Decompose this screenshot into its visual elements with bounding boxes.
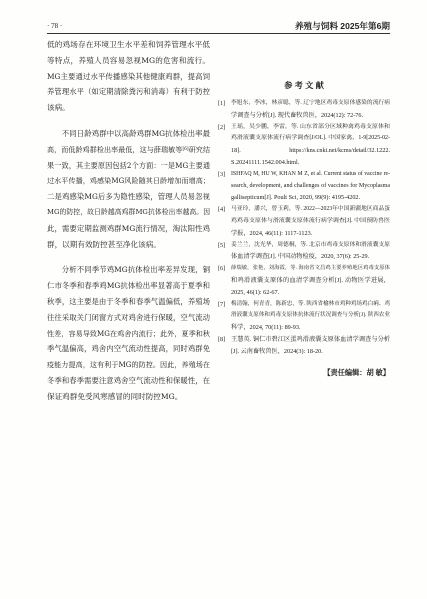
reference-label: [6] (218, 265, 226, 273)
reference-text (231, 204, 390, 239)
reference-label: [2] (218, 123, 226, 131)
reference-item (218, 334, 390, 358)
reference-item (218, 122, 390, 169)
body-line: 群，以期有效防控甚至净化该病。 (47, 239, 161, 249)
reference-line: 学报，2024, 46(11): 1117-1123. (231, 229, 313, 237)
body-line: 保证鸡群免受风寒感冒的同时防控MG。 (47, 391, 183, 401)
body-line: 秋季，这主要是由于冬季和春季气温偏低，养殖场 (47, 296, 210, 306)
reference-line: 滑液囊支原体和鸡毒支原体抗体流行状况调查与分析[J]. 陕西农业 (231, 312, 390, 319)
reference-line: gallisepticum[J]. Poult Sci, 2020, 99(9): 4195-4202. (231, 194, 361, 202)
reference-text (231, 299, 390, 334)
reference-line: 18]. https://kns.cnki.net/kcms/detail/32.1222. (231, 147, 390, 155)
body-paragraph (47, 126, 210, 252)
reference-line: 薛瑞敏，张艳，刘海霞，等. 海南省文昌鸡主要养殖地区鸡毒支原体 (231, 265, 390, 272)
reference-line: S.20241111.1542.004.html. (231, 158, 300, 166)
body-text: 研究结 (188, 144, 210, 154)
reference-line: 鸡鸡毒支原体与滑液囊支原体流行病学调查[J]. 中国预防兽医 (231, 217, 390, 224)
body-line: 养管理水平（如定期清除粪污和消毒）有利于防控 (47, 87, 210, 97)
body-line: 季气温偏高，鸡舍内空气流动性提高，同时鸡群免 (47, 344, 210, 354)
reference-item (218, 299, 390, 334)
citation-marker: [6] (182, 146, 189, 152)
references-heading: 参 考 文 献 (284, 81, 324, 90)
reference-line: 科学，2024, 70(11): 89-93. (231, 324, 301, 332)
body-line: MG主要通过水平传播感染其他健康鸡群，提高饲 (47, 71, 210, 81)
body-line: 该病。 (47, 103, 70, 113)
body-line: 分析不同季节鸡MG抗体检出率差异发现，铜 (61, 265, 210, 275)
body-line: 过水平传播，鸡感染MG风险随其日龄增加而增高； (47, 176, 210, 186)
body-text: 高，而低龄鸡群检出率最低，这与薛瑞敏等 (47, 144, 183, 154)
reference-item (218, 204, 390, 239)
body-line: 往往采取关门闭窗方式对鸡舍进行保暖，空气流动 (47, 312, 210, 322)
reference-line: 体血清学调查[J]. 中国动物检疫，2020, 37(6): 25-29. (231, 253, 370, 261)
reference-line: 梅清翰，何青青，陈新忠，等. 陕西省榆林市鸡种鸡场鸡白痢、鸡 (231, 300, 390, 307)
reference-text (231, 263, 390, 298)
reference-text (231, 334, 390, 358)
body-paragraph (47, 262, 210, 404)
reference-item (218, 240, 390, 264)
reference-line: search, development, and challenges of vaccines for Mycoplasma (231, 182, 390, 189)
body-line (47, 142, 210, 158)
body-line: 疫能力提高，这有利于MG的防控。因此，养殖场在 (47, 360, 210, 370)
body-column (47, 37, 210, 415)
reference-line: 王瑶，吴少鹏，李雷，等. 山东省部分区域种禽鸡毒支原体和 (231, 123, 390, 130)
reference-label: [5] (218, 241, 226, 249)
body-line: 冬季和春季需要注意鸡舍空气流动性和保暖性，在 (47, 375, 210, 385)
reference-line: ISHFAQ M, HU W, KHAN M Z, et al. Current status of vaccine re- (231, 170, 390, 177)
body-line: 此，需要定期监测鸡群MG流行情况，淘汰阳性鸡 (47, 223, 210, 233)
body-line: 等特点，养殖人员容易忽视MG的危害和流行。 (47, 55, 210, 65)
reference-text (231, 169, 390, 204)
body-line: 不同日龄鸡群中以高龄鸡群MG抗体检出率最 (61, 128, 210, 138)
body-line: 二是鸡感染MG后多为隐性感染，管理人员易忽视 (47, 192, 210, 202)
reference-line: 学调查与分析[J]. 现代畜牧兽医，2024(12): 72-76. (231, 111, 363, 119)
page-number: · 78 · (47, 22, 63, 30)
journal-issue-title: 养殖与饲料 2025年第6期 (294, 21, 390, 31)
reference-line: 姜兰兰，沈光华，周德桐，等. 北京市鸡毒支原体和滑液囊支原 (231, 241, 390, 248)
reference-text (231, 98, 390, 122)
body-line: 果一致，其主要原因包括2个方面：一是MG主要通 (47, 160, 210, 170)
reference-item (218, 263, 390, 298)
body-line: 仁市冬季和春季鸡MG抗体检出率显著高于夏季和 (47, 281, 210, 291)
reference-line: 李旭东，李冰，林彦聪，等. 辽宁地区鸡毒支原体感染的流行病 (231, 100, 390, 106)
reference-line: 王慧英. 铜仁市碧江区蛋鸡滑液囊支原体血清学调查与分析 (231, 335, 390, 343)
reference-line: 2025, 46(1): 62-67. (231, 288, 280, 296)
references-column (218, 79, 390, 358)
reference-line: 马亚玲，潘兴，曾玉莉，等. 2022—2023年中国新疆地区商品蛋 (231, 206, 390, 213)
body-line: 低的鸡场存在环境卫生水平差和饲养管理水平低 (47, 40, 210, 49)
reference-item (218, 98, 390, 122)
reference-text (231, 122, 390, 169)
reference-line: [J]. 云南畜牧兽医，2024(3): 18-20. (231, 347, 323, 355)
body-paragraph (47, 37, 210, 116)
reference-text (231, 240, 390, 264)
responsible-editor-note: 【责任编辑：胡 敏】 (323, 368, 390, 377)
reference-label: [8] (218, 335, 226, 343)
reference-item (218, 169, 390, 204)
reference-label: [4] (218, 206, 226, 214)
reference-label: [3] (218, 170, 226, 178)
header-rule (47, 33, 390, 34)
body-line: MG的防控，故日龄越高鸡群MG抗体检出率越高。因 (47, 207, 210, 216)
reference-line: 鸡滑液囊支原体流行病学调查[J/OL]. 中国家禽，1-9[2025-02- (231, 135, 390, 142)
reference-label: [7] (218, 300, 226, 308)
reference-line: 和鸡滑液囊支原体的血清学调查分析[J]. 动物医学进展， (231, 276, 390, 284)
body-line: 性差，容易导致MG在鸡舍内流行；此外，夏季和秋 (47, 328, 210, 338)
reference-label: [1] (218, 100, 226, 107)
